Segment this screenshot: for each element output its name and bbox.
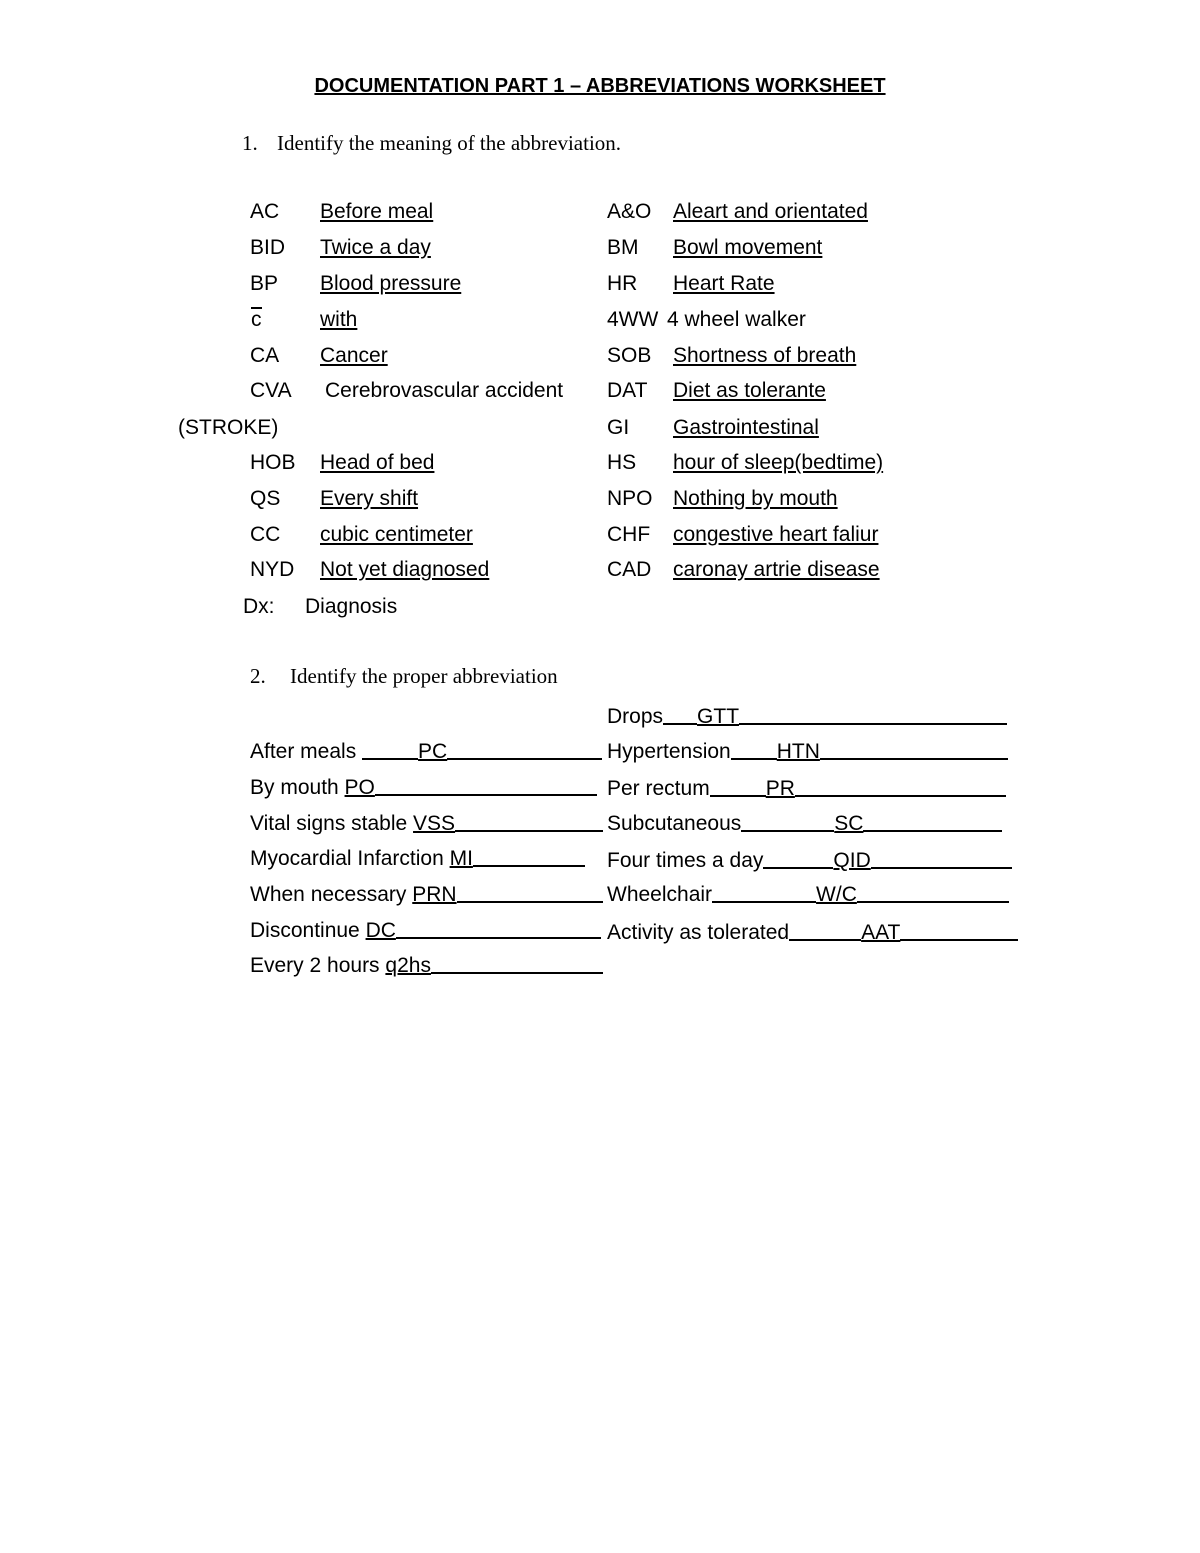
fill-in-row — [607, 738, 1008, 762]
blank-line — [362, 740, 418, 760]
fill-answer: HTN — [776, 740, 820, 763]
blank-line — [710, 777, 766, 797]
fill-in-row — [607, 919, 1018, 943]
abbr-meaning: Twice a day — [320, 236, 431, 259]
abbr-meaning: hour of sleep(bedtime) — [673, 451, 884, 474]
blank-line — [871, 849, 1012, 869]
fill-term: Drops — [607, 705, 664, 728]
fill-in-row — [250, 881, 603, 905]
abbr-term: BID — [250, 236, 286, 259]
fill-in-row — [250, 845, 585, 869]
fill-term: Subcutaneous — [607, 812, 742, 835]
abbr-meaning: Cerebrovascular accident — [325, 379, 564, 402]
abbr-term: NYD — [250, 558, 295, 581]
blank-line — [447, 740, 602, 760]
fill-in-row — [607, 775, 1006, 799]
fill-term: Four times a day — [607, 849, 764, 872]
blank-line — [375, 776, 597, 796]
abbr-meaning: Diet as tolerante — [673, 379, 826, 402]
abbr-term-c-bar: c — [251, 308, 262, 331]
fill-term: Every 2 hours — [250, 954, 386, 977]
fill-in-row — [250, 774, 597, 798]
fill-answer: PRN — [412, 883, 457, 906]
blank-line — [763, 849, 833, 869]
fill-in-row — [250, 952, 603, 976]
abbr-term: NPO — [607, 487, 653, 510]
section2-instruction: Identify the proper abbreviation — [290, 664, 558, 688]
blank-line — [663, 705, 697, 725]
abbr-meaning: cubic centimeter — [320, 523, 473, 546]
blank-line — [789, 921, 861, 941]
fill-answer: QID — [833, 849, 871, 872]
abbr-meaning: 4 wheel walker — [667, 308, 806, 331]
abbr-term: 4WW — [607, 308, 659, 331]
blank-line — [431, 954, 603, 974]
abbr-term: GI — [607, 416, 630, 439]
abbr-meaning: Gastrointestinal — [673, 416, 819, 439]
abbr-term: CHF — [607, 523, 651, 546]
fill-in-row — [607, 810, 1002, 834]
fill-answer: AAT — [861, 921, 901, 944]
section2-number: 2. — [250, 664, 266, 688]
fill-answer: q2hs — [385, 954, 431, 977]
abbr-meaning: Not yet diagnosed — [320, 558, 490, 581]
abbr-meaning: Before meal — [320, 200, 434, 223]
abbr-meaning: Blood pressure — [320, 272, 462, 295]
abbr-term: CC — [250, 523, 281, 546]
abbr-term: HR — [607, 272, 638, 295]
blank-line — [795, 777, 1006, 797]
blank-line — [863, 812, 1002, 832]
fill-term: Hypertension — [607, 740, 731, 763]
abbr-term: A&O — [607, 200, 652, 223]
blank-line — [473, 847, 585, 867]
fill-answer: VSS — [413, 812, 456, 835]
fill-answer: PR — [765, 777, 795, 800]
fill-answer: DC — [365, 919, 396, 942]
abbr-meaning: Nothing by mouth — [673, 487, 838, 510]
abbr-meaning: Aleart and orientated — [673, 200, 868, 223]
fill-term: After meals — [250, 740, 363, 763]
fill-in-row — [607, 847, 1012, 871]
stroke-note: (STROKE) — [178, 416, 279, 439]
abbr-meaning-dx: Diagnosis — [305, 595, 398, 618]
fill-answer: GTT — [697, 705, 740, 728]
fill-answer: W/C — [816, 883, 857, 906]
fill-term: When necessary — [250, 883, 413, 906]
fill-term: Vital signs stable — [250, 812, 414, 835]
abbr-meaning: Heart Rate — [673, 272, 775, 295]
abbr-meaning: congestive heart faliur — [673, 523, 879, 546]
abbr-term: HS — [607, 451, 637, 474]
blank-line — [820, 740, 1008, 760]
blank-line — [741, 812, 834, 832]
blank-line — [455, 812, 603, 832]
abbr-term: CAD — [607, 558, 652, 581]
section1-number: 1. — [242, 131, 258, 155]
abbr-term: DAT — [607, 379, 648, 402]
fill-term: Activity as tolerated — [607, 921, 790, 944]
abbr-term: CVA — [250, 379, 292, 402]
worksheet-title: DOCUMENTATION PART 1 – ABBREVIATIONS WORKSHEET — [314, 75, 886, 97]
fill-in-row — [250, 917, 601, 941]
abbr-term: AC — [250, 200, 280, 223]
abbr-meaning: caronay artrie disease — [673, 558, 880, 581]
section1-instruction: Identify the meaning of the abbreviation. — [277, 131, 622, 155]
fill-in-row — [250, 738, 602, 762]
fill-answer: PC — [418, 740, 448, 763]
fill-in-row — [250, 810, 603, 834]
blank-line — [396, 919, 601, 939]
abbr-term: BP — [250, 272, 279, 295]
fill-term: Myocardial Infarction — [250, 847, 450, 870]
abbr-term: HOB — [250, 451, 296, 474]
fill-term: By mouth — [250, 776, 345, 799]
abbr-term: BM — [607, 236, 639, 259]
fill-term: Per rectum — [607, 777, 710, 800]
fill-term: Wheelchair — [607, 883, 713, 906]
blank-line — [739, 705, 1007, 725]
abbr-term: CA — [250, 344, 280, 367]
abbr-term: SOB — [607, 344, 652, 367]
fill-answer: SC — [834, 812, 864, 835]
fill-in-row — [607, 703, 1007, 727]
blank-line — [712, 883, 816, 903]
abbr-meaning: Shortness of breath — [673, 344, 857, 367]
fill-term: Discontinue — [250, 919, 366, 942]
blank-line — [857, 883, 1009, 903]
fill-answer: PO — [344, 776, 375, 799]
blank-line — [900, 921, 1018, 941]
abbr-term-dx: Dx: — [243, 595, 275, 618]
abbr-meaning: Every shift — [320, 487, 419, 510]
abbr-term: QS — [250, 487, 281, 510]
blank-line — [457, 883, 603, 903]
fill-answer: MI — [449, 847, 473, 870]
abbr-meaning: Cancer — [320, 344, 388, 367]
blank-line — [731, 740, 777, 760]
fill-in-row — [607, 881, 1009, 905]
abbr-meaning: with — [320, 308, 358, 331]
abbr-meaning: Head of bed — [320, 451, 435, 474]
abbr-meaning: Bowl movement — [673, 236, 823, 259]
